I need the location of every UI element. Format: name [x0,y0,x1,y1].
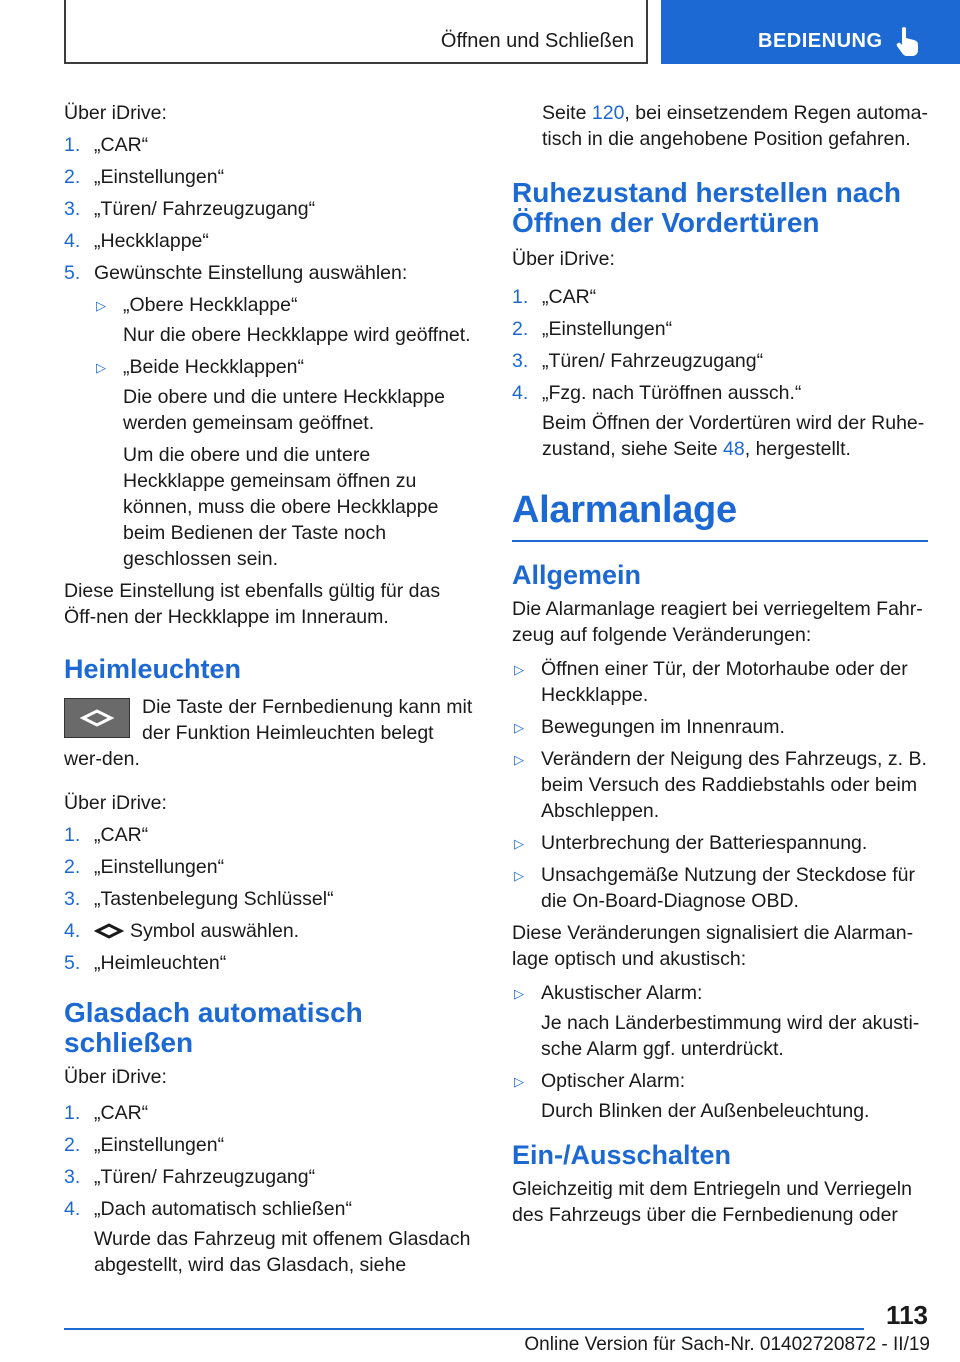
intro-text: Über iDrive: [64,792,167,814]
note-text: Diese Einstellung ist ebenfalls gültig für das Öff-nen der Heckklappe im Inneraum. [64,580,441,628]
step-number: 1. [64,134,81,156]
list-item: 2. „Einstellungen“ [64,1134,225,1156]
signal-list [512,980,928,1124]
intro-text: Über iDrive: [512,248,615,270]
list-item: 1. „CAR“ [64,824,149,846]
triangle-bullet-icon: ▷ [514,836,524,851]
left-column [64,100,474,1284]
footer-rule [64,1328,864,1330]
list-item: 4. „Fzg. nach Türöffnen aussch.“ Beim Öffnen der Vordertüren wird der Ruhe-zustand, siehe Seite 48, hergestellt. [512,382,925,460]
list-item: 2. „Einstellungen“ [64,856,225,878]
list-item: ▷ Verändern der Neigung des Fahrzeugs, z. B. beim Versuch des Raddiebstahls oder beim Abschleppen. [514,748,927,822]
intro-text: Über iDrive: [64,102,167,124]
section-tab [661,0,960,64]
list-item: 2. „Einstellungen“ [64,166,225,188]
heading-allgemein: Allgemein [512,560,642,590]
heimleuchten-block: Die Taste der Fernbedienung kann mit der Funktion Heimleuchten belegt wer-den. [64,696,473,770]
page-link[interactable]: 120 [591,102,625,124]
page-number: 113 [886,1300,928,1330]
triangle-bullet-icon: ▷ [514,662,524,677]
continuation-text: Seite 120, bei einsetzendem Regen automa-tisch in die angehobene Position gefahren. [542,102,928,150]
hand-pointer-icon [895,26,921,56]
list-item: ▷ „Beide Heckklappen“ Die obere und die untere Heckklappe werden gemeinsam geöffnet. Um die obere und die untere Heckklappe gemeinsam öffnen zu können, muss die obere Heckklappe beim Bedienen der Taste noch geschlossen sein. [96,356,445,570]
list-item: 5. Gewünschte Einstellung auswählen: ▷ „Obere Heckklappe“ Nur die obere Heckklappe wird geöffnet. ▷ „Beide Heckklappen“ Die obere und die untere Heckklappe werden gemeinsam geöffnet. Um die obere und die untere Heckklappe gemeinsam öffnen zu können, muss die obere Heckklappe beim Bedienen der Taste noch geschlossen sein. [64,260,474,572]
right-column: Seite 120, bei einsetzendem Regen automa-tisch in die angehobene Position gefahren. Ruhezustand herstellen nach Öffnen der Vordertüren Über iDrive: 1. „CAR“ 2. „Einstellungen“ 3. „Türen/ Fahrzeugzugang“ 4. „Fzg. nach Türöffnen aussch.“ Beim Öffnen der Vordertüren wird der Ruhe-zustand, siehe Seite 48, hergestellt. Alarmanlage Allgemein Die Alarmanlage reagiert bei verriegeltem Fahr-zeug auf folgende Veränderungen: ▷ Öffnen einer Tür, der Motorhaube oder der Heckklappe. ▷ Bewegungen im Innenraum. ▷ Verändern der Neigung des Fahrzeugs, z. B. beim Versuch des Raddiebstahls oder beim Abschleppen. ▷ Unterbrechung der Batteriespannung. ▷ Unsachgemäße Nutzung der Steckdose für die On-Board-Diagnose OBD. Diese Veränderungen signalisiert die Alarman-lage optisch und akustisch: ▷ Akustischer Alarm: Je nach Länderbestimmung wird der akusti-sche Alarm ggf. unterdrückt. ▷ Optischer Alarm: Durch Blinken der Außenbeleuchtung. Ein-/Ausschalten Gleichzeitig mit dem Entriegeln und Verriegeln des Fahrzeugs über die Fernbedienung oder [512,102,928,1226]
list-item: 4. Symbol auswählen. [64,920,300,942]
heading-ein-ausschalten: Ein-/Ausschalten [512,1140,732,1170]
diamond-symbol-icon [94,923,124,939]
alarm-triggers-list [512,656,928,914]
list-item: ▷ Unsachgemäße Nutzung der Steckdose für die On-Board-Diagnose OBD. [514,864,915,912]
list-item: ▷ Optischer Alarm: Durch Blinken der Außenbeleuchtung. [514,1070,870,1122]
heading-heimleuchten: Heimleuchten [64,654,242,684]
header-title-box [64,0,648,64]
heimleuchten-steps [64,822,474,976]
step-number: 2. [64,166,81,188]
intro-text: Über iDrive: [64,1066,167,1088]
section-label: BEDIENUNG [758,30,883,52]
page-link[interactable]: 48 [723,438,745,460]
option-list [94,292,474,572]
step-number: 5. [64,262,81,284]
triangle-bullet-icon: ▷ [96,298,106,313]
triangle-bullet-icon: ▷ [514,720,524,735]
list-item: ▷ Akustischer Alarm: Je nach Länderbestimmung wird der akusti-sche Alarm ggf. unterdrückt. [514,982,920,1060]
list-item: 3. „Türen/ Fahrzeugzugang“ [64,198,316,220]
diamond-arrow-icon [65,699,129,737]
heckklappe-steps [64,132,474,572]
triangle-bullet-icon: ▷ [514,752,524,767]
heading-rule [512,540,928,542]
step-number: 3. [64,198,81,220]
key-button-image [64,698,130,738]
list-item: 4. „Dach automatisch schließen“ Wurde das Fahrzeug mit offenem Glasdach abgestellt, wird das Glasdach, siehe [64,1198,471,1276]
list-item: 1. „CAR“ [512,286,597,308]
list-item: 2. „Einstellungen“ [512,318,673,340]
triangle-bullet-icon: ▷ [514,1074,524,1089]
triangle-bullet-icon: ▷ [96,360,106,375]
list-item: ▷ Unterbrechung der Batteriespannung. [512,830,928,856]
list-item: ▷ Bewegungen im Innenraum. [512,714,928,740]
glasdach-steps [64,1100,474,1278]
heading-alarmanlage: Alarmanlage [512,489,737,531]
list-item: 3. „Türen/ Fahrzeugzugang“ [512,350,764,372]
triangle-bullet-icon: ▷ [514,986,524,1001]
list-item: 5. „Heimleuchten“ [64,952,227,974]
step-number: 4. [64,230,81,252]
triangle-bullet-icon: ▷ [514,868,524,883]
list-item: 3. „Tastenbelegung Schlüssel“ [64,888,334,910]
list-item: ▷ „Obere Heckklappe“ Nur die obere Heckklappe wird geöffnet. [96,294,471,346]
ruhezustand-steps [512,284,928,462]
heading-ruhezustand: Ruhezustand herstellen nach Öffnen der Vordertüren [512,177,901,238]
list-item: ▷ Öffnen einer Tür, der Motorhaube oder der Heckklappe. [514,658,908,706]
footer-text: Online Version für Sach-Nr. 01402720872 - II/19 [524,1334,930,1355]
list-item: 1. „CAR“ [64,134,149,156]
heading-glasdach: Glasdach automatisch schließen [64,997,363,1058]
list-item: 4. „Heckklappe“ [64,230,209,252]
list-item: 1. „CAR“ [64,1102,149,1124]
list-item: 3. „Türen/ Fahrzeugzugang“ [64,1166,316,1188]
page-header-title: Öffnen und Schließen [440,30,634,52]
